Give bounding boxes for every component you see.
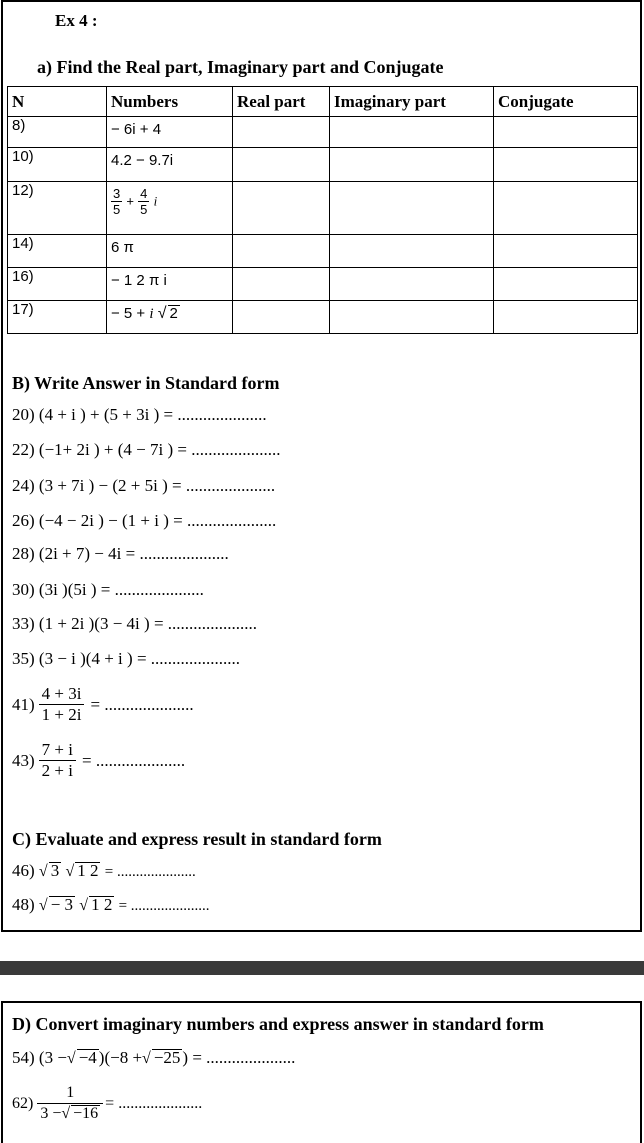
- imaginary-part-cell[interactable]: [330, 301, 494, 334]
- problem-24: 24) (3 + 7i ) − (2 + 5i ) = .....................: [12, 476, 276, 495]
- table-header-row: [8, 87, 638, 117]
- row-number: 17): [8, 301, 107, 334]
- conjugate-cell[interactable]: [494, 182, 638, 235]
- exercise-title: Ex 4 :: [55, 11, 98, 30]
- number-cell: − 1 2 π i: [107, 268, 233, 301]
- row-number: 8): [8, 117, 107, 148]
- problem-46: 46) √ 3 √ 1 2 = .....................: [12, 861, 196, 880]
- section-d-title: D) Convert imaginary numbers and express answer in standard form: [12, 1014, 544, 1034]
- complex-numbers-table: [7, 86, 638, 334]
- fraction: $\frac{4 + 3i}{1 + 2i}$: [39, 684, 85, 725]
- real-part-cell[interactable]: [233, 182, 330, 235]
- imaginary-part-cell[interactable]: [330, 182, 494, 235]
- row-number: 10): [8, 148, 107, 182]
- row-number: 14): [8, 235, 107, 268]
- conjugate-cell[interactable]: [494, 117, 638, 148]
- fraction-four-fifths: $\frac{4}{5}$: [140, 186, 148, 217]
- real-part-cell[interactable]: [233, 148, 330, 182]
- section-b-title: B) Write Answer in Standard form: [12, 373, 280, 393]
- problem-62: 62) $\frac{1}{3 -√ -16}$ = .....................: [12, 1084, 203, 1122]
- problem-30: 30) (3i )(5i ) = .....................: [12, 580, 204, 599]
- header-conjugate: Conjugate: [494, 87, 638, 117]
- table-row: [8, 182, 638, 235]
- problem-35: 35) (3 − i )(4 + i ) = .....................: [12, 649, 241, 668]
- real-part-cell[interactable]: [233, 235, 330, 268]
- table-row: [8, 301, 638, 334]
- fraction: $\frac{7 + i}{2 + i}$: [39, 740, 76, 781]
- table-row: [8, 148, 638, 182]
- header-imaginary-part: Imaginary part: [330, 87, 494, 117]
- header-real-part: Real part: [233, 87, 330, 117]
- conjugate-cell[interactable]: [494, 148, 638, 182]
- problem-20: 20) (4 + i ) + (5 + 3i ) = .....................: [12, 405, 267, 424]
- page-separator-band: [0, 961, 644, 975]
- conjugate-cell[interactable]: [494, 268, 638, 301]
- number-cell: − 6i + 4: [107, 117, 233, 148]
- row-number: 12): [8, 182, 107, 235]
- header-numbers: Numbers: [107, 87, 233, 117]
- real-part-cell[interactable]: [233, 117, 330, 148]
- fraction-three-fifths: $\frac{3}{5}$: [113, 186, 121, 217]
- header-n: N: [8, 87, 107, 117]
- problem-28: 28) (2i + 7) − 4i = .....................: [12, 544, 229, 563]
- real-part-cell[interactable]: [233, 301, 330, 334]
- imaginary-part-cell[interactable]: [330, 235, 494, 268]
- table-row: [8, 268, 638, 301]
- problem-22: 22) (−1+ 2i ) + (4 − 7i ) = .....................: [12, 440, 281, 459]
- section-a-title: a) Find the Real part, Imaginary part and Conjugate: [37, 57, 444, 77]
- conjugate-cell[interactable]: [494, 301, 638, 334]
- problem-54: 54) (3 −√ −4 )(−8 +√ −25 ) = .....................: [12, 1048, 296, 1067]
- problem-26: 26) (−4 − 2i ) − (1 + i ) = .....................: [12, 511, 277, 530]
- number-cell: − 5 + i √ 2: [107, 301, 233, 334]
- row-number: 16): [8, 268, 107, 301]
- number-cell: 6 π: [107, 235, 233, 268]
- real-part-cell[interactable]: [233, 268, 330, 301]
- section-c-title: C) Evaluate and express result in standard form: [12, 829, 382, 849]
- problem-41: 41) $\frac{4 + 3i}{1 + 2i}$ = .....................: [12, 684, 194, 724]
- imaginary-part-cell[interactable]: [330, 268, 494, 301]
- imaginary-part-cell[interactable]: [330, 117, 494, 148]
- number-cell: 4.2 − 9.7i: [107, 148, 233, 182]
- number-cell: $\frac{3}{5}$ + $\frac{4}{5}$ i: [107, 182, 233, 235]
- conjugate-cell[interactable]: [494, 235, 638, 268]
- table-row: [8, 117, 638, 148]
- problem-33: 33) (1 + 2i )(3 − 4i ) = .....................: [12, 614, 258, 633]
- problem-48: 48) √ − 3 √ 1 2 = .....................: [12, 895, 210, 914]
- imaginary-part-cell[interactable]: [330, 148, 494, 182]
- fraction: $\frac{1}{3 -√ -16}$: [37, 1083, 103, 1124]
- problem-43: 43) $\frac{7 + i}{2 + i}$ = .....................: [12, 740, 186, 780]
- table-row: [8, 235, 638, 268]
